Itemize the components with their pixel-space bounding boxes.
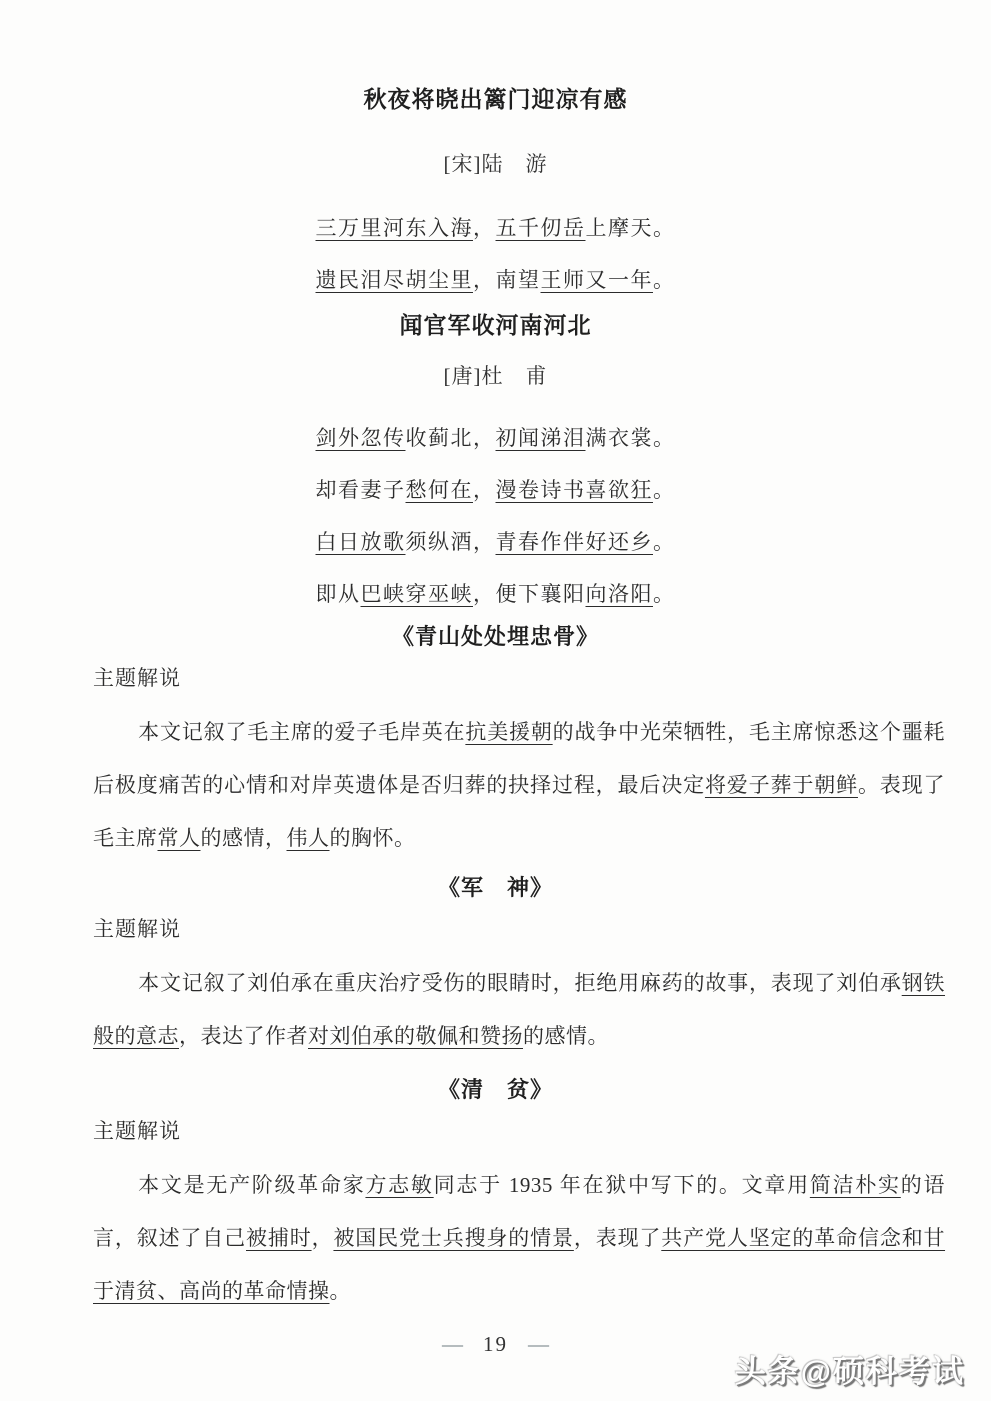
- watermark: 头条@硕科考试: [734, 1354, 965, 1389]
- text-segment: 须纵酒，: [405, 530, 496, 554]
- underlined-phrase: 白日放歌: [315, 530, 406, 554]
- underlined-phrase: 方志敏: [365, 1173, 434, 1197]
- text-segment: 本文记叙了刘伯承在重庆治疗受伤的眼睛时，拒绝用麻药的故事，表现了刘伯承: [138, 971, 902, 995]
- text-segment: 的感情，: [200, 826, 287, 850]
- poem-title: 闻官军收河南河北: [399, 312, 592, 338]
- text-segment: 的语言，叙述了自己: [93, 1173, 946, 1250]
- underlined-phrase: 常人: [157, 826, 201, 850]
- section-title: 《清 贫》: [437, 1077, 553, 1102]
- text-segment: 本文是无产阶级革命家: [138, 1173, 366, 1197]
- section-heading: 主题解说: [93, 917, 181, 941]
- poem-line: [0, 464, 991, 516]
- underlined-phrase: 对刘伯承的敬佩和赞扬: [308, 1024, 523, 1048]
- text-segment: 。表现了毛主席: [93, 773, 946, 850]
- text-segment: 却看妻子: [315, 478, 406, 502]
- underlined-phrase: 漫卷诗书喜欲狂: [495, 478, 653, 502]
- text-segment: 。: [653, 478, 676, 502]
- underlined-phrase: 钢铁般的意志: [93, 971, 946, 1048]
- text-segment: 满衣裳。: [585, 426, 676, 450]
- text-segment: 的感情。: [523, 1024, 609, 1048]
- text-segment: 本文记叙了毛主席的爱子毛岸英在: [138, 720, 466, 744]
- poem-title: 秋夜将晓出篱门迎凉有感: [363, 86, 628, 112]
- underlined-phrase: 共产党人坚定的革命信念和甘于清贫、高尚的革命情操: [93, 1226, 946, 1303]
- underlined-phrase: 初闻涕泪: [495, 426, 586, 450]
- poem-line: [0, 254, 991, 306]
- section-paragraph: [93, 1159, 945, 1318]
- underlined-phrase: 王师又一年: [540, 268, 653, 292]
- text-segment: 。: [653, 582, 676, 606]
- text-segment: ，表现了: [573, 1226, 662, 1250]
- text-segment: 即从: [315, 582, 361, 606]
- text-segment: 。: [653, 530, 676, 554]
- section-heading: 主题解说: [93, 1119, 181, 1143]
- underlined-phrase: 愁何在: [405, 478, 473, 502]
- text-segment: 上摩天。: [585, 216, 676, 240]
- footer-dash-right: —: [528, 1332, 549, 1356]
- text-segment: 同志于 1935 年在狱中写下的。文章用: [433, 1173, 810, 1197]
- page-number: 19: [483, 1332, 508, 1356]
- poem-author: [宋]陆 游: [443, 152, 548, 176]
- poem-author: [唐]杜 甫: [443, 364, 548, 388]
- text-segment: 收蓟北，: [405, 426, 496, 450]
- poem-body: [0, 202, 991, 306]
- underlined-phrase: 简洁朴实: [809, 1173, 901, 1197]
- underlined-phrase: 被捕时: [246, 1226, 312, 1250]
- underlined-phrase: 抗美援朝: [465, 720, 553, 744]
- underlined-phrase: 五千仞岳: [495, 216, 586, 240]
- underlined-phrase: 剑外忽传: [315, 426, 406, 450]
- section-heading: 主题解说: [93, 666, 181, 690]
- underlined-phrase: 伟人: [286, 826, 330, 850]
- text-segment: ，南望: [473, 268, 541, 292]
- underlined-phrase: 三万里河东入海: [315, 216, 473, 240]
- text-segment: 的战争中光荣牺牲，毛主席惊悉这个噩耗后极度痛苦的心情和对岸英遗体是否归葬的抉择过程，最后决定: [93, 720, 946, 797]
- poem-line: [0, 568, 991, 620]
- underlined-phrase: 将爱子葬于朝鲜: [704, 773, 858, 797]
- section-paragraph: [93, 957, 945, 1063]
- section-title: 《青山处处埋忠骨》: [391, 624, 599, 649]
- poem-line: [0, 516, 991, 568]
- section-paragraph: [93, 706, 945, 865]
- section-title: 《军 神》: [437, 875, 553, 900]
- poem-body: [0, 412, 991, 620]
- text-segment: ，便下襄阳: [473, 582, 586, 606]
- text-segment: ，表达了作者: [179, 1024, 308, 1048]
- underlined-phrase: 巴峡穿巫峡: [360, 582, 473, 606]
- poem-line: [0, 202, 991, 254]
- underlined-phrase: 遗民泪尽胡尘里: [315, 268, 473, 292]
- text-segment: ，: [473, 478, 496, 502]
- text-segment: 。: [653, 268, 676, 292]
- text-segment: ，: [311, 1226, 334, 1250]
- text-segment: 。: [329, 1279, 351, 1303]
- underlined-phrase: 被国民党士兵搜身的情景: [333, 1226, 574, 1250]
- underlined-phrase: 向洛阳: [585, 582, 653, 606]
- text-segment: 的胸怀。: [329, 826, 416, 850]
- text-segment: ，: [473, 216, 496, 240]
- poem-line: [0, 412, 991, 464]
- underlined-phrase: 青春作伴好还乡: [495, 530, 653, 554]
- footer-dash-left: —: [442, 1332, 463, 1356]
